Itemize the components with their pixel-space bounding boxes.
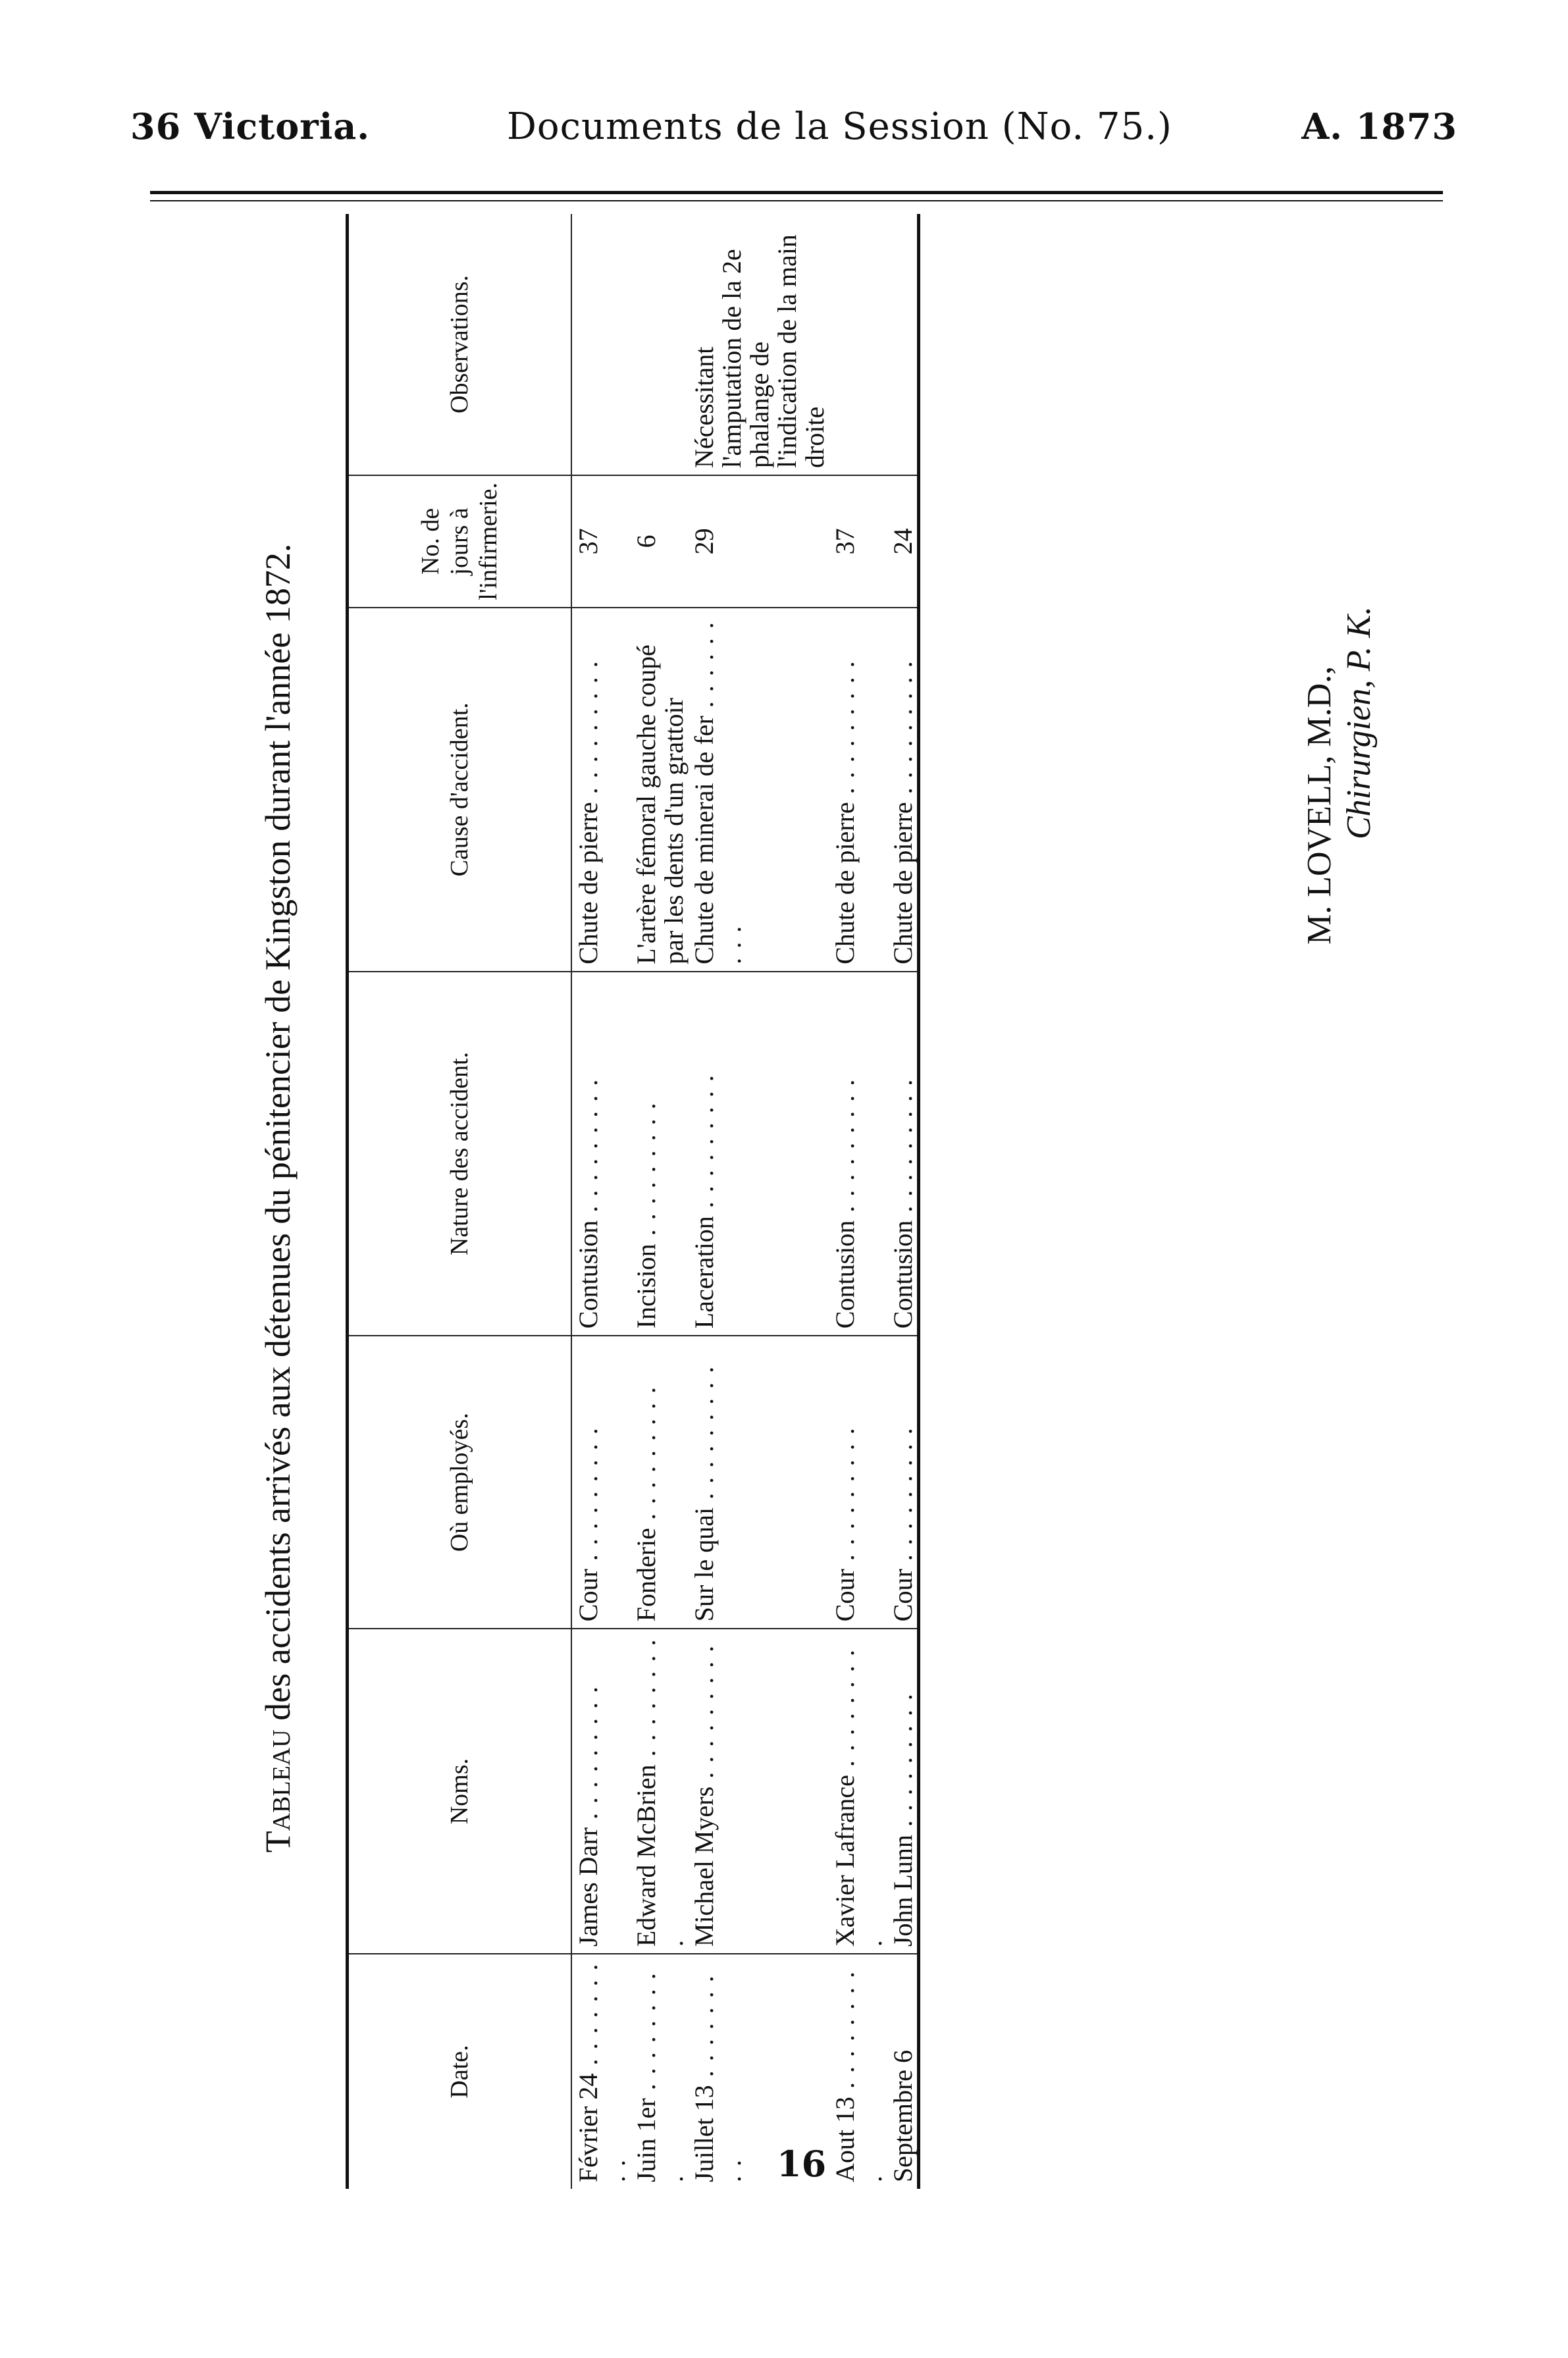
table-row bbox=[571, 214, 630, 2189]
col-header-nature: Nature des accident. bbox=[348, 972, 571, 1336]
table-row bbox=[688, 214, 829, 2189]
cell-jours: 24 bbox=[887, 475, 919, 608]
signature-role: Chirurgien, P. K. bbox=[1340, 606, 1378, 839]
cell-date: Février 24 . . . bbox=[571, 1954, 630, 2189]
table-row bbox=[829, 214, 887, 2189]
col-header-observations: Observations. bbox=[348, 214, 571, 475]
table-title bbox=[257, 201, 298, 2195]
col-header-employes: Où employés. bbox=[348, 1336, 571, 1629]
table-row bbox=[887, 214, 919, 2189]
page-number: 16 bbox=[777, 2143, 827, 2185]
cell-nom: Edward McBrien . . . bbox=[630, 1629, 688, 1954]
accidents-table bbox=[346, 214, 920, 2189]
signature-block bbox=[1300, 606, 1379, 945]
cell-nature: Contusion . . . bbox=[829, 972, 887, 1336]
header-year: A. 1873 bbox=[1301, 105, 1457, 147]
cell-date: Juillet 13 . . . bbox=[688, 1954, 829, 2189]
cell-nature: Contusion . . . bbox=[571, 972, 630, 1336]
cell-cause: Chute de pierre . . . bbox=[887, 608, 919, 972]
cell-jours: 37 bbox=[571, 475, 630, 608]
table-title-lead: Tableau bbox=[258, 1729, 298, 1853]
cell-cause: Chute de pierre . . . bbox=[829, 608, 887, 972]
cell-nature: Laceration . . . bbox=[688, 972, 829, 1336]
table-header-row bbox=[348, 214, 571, 2189]
cell-observations bbox=[571, 214, 630, 475]
col-header-date: Date. bbox=[348, 1954, 571, 2189]
cell-nature: Contusion . . . bbox=[887, 972, 919, 1336]
cell-date: Juin 1er . . . bbox=[630, 1954, 688, 2189]
cell-emploi: Sur le quai . . . bbox=[688, 1336, 829, 1629]
cell-cause: Chute de minerai de fer . . . bbox=[688, 608, 829, 972]
cell-observations bbox=[829, 214, 887, 475]
cell-jours: 6 bbox=[630, 475, 688, 608]
table-row bbox=[630, 214, 688, 2189]
cell-emploi: Cour . . . bbox=[887, 1336, 919, 1629]
cell-observations: Nécessitant l'amputation de la 2e phalange de l'indication de la main droite bbox=[688, 214, 829, 475]
col-header-jours: No. de jours à l'infirmerie. bbox=[348, 475, 571, 608]
cell-emploi: Cour . . . bbox=[829, 1336, 887, 1629]
cell-observations bbox=[887, 214, 919, 475]
cell-date: Septembre 6 bbox=[887, 1954, 919, 2189]
table-title-rest: des accidents arrivés aux détenues du pénitencier de Kingston durant l'année 1872. bbox=[258, 543, 298, 1730]
cell-cause: L'artère fémoral gauche coupé par les dents d'un grattoir bbox=[630, 608, 688, 972]
signature-name: M. LOVELL, M.D., bbox=[1301, 666, 1338, 945]
cell-jours: 29 bbox=[688, 475, 829, 608]
cell-nom: James Darr . . . bbox=[571, 1629, 630, 1954]
cell-observations bbox=[630, 214, 688, 475]
cell-cause: Chute de pierre . . . bbox=[571, 608, 630, 972]
rotated-table-page bbox=[234, 201, 1465, 2195]
header-document-title: Documents de la Session (No. 75.) bbox=[507, 105, 1172, 148]
cell-date: Aout 13 . . . bbox=[829, 1954, 887, 2189]
cell-nom: Xavier Lafrance . . . bbox=[829, 1629, 887, 1954]
header-rule bbox=[150, 191, 1443, 194]
cell-nature: Incision . . . bbox=[630, 972, 688, 1336]
cell-emploi: Cour . . . bbox=[571, 1336, 630, 1629]
header-session-volume: 36 Victoria. bbox=[130, 105, 371, 147]
col-header-noms: Noms. bbox=[348, 1629, 571, 1954]
col-header-cause: Cause d'accident. bbox=[348, 608, 571, 972]
cell-nom: John Lunn . . . bbox=[887, 1629, 919, 1954]
cell-emploi: Fonderie . . . bbox=[630, 1336, 688, 1629]
cell-nom: Michael Myers . . . bbox=[688, 1629, 829, 1954]
cell-jours: 37 bbox=[829, 475, 887, 608]
